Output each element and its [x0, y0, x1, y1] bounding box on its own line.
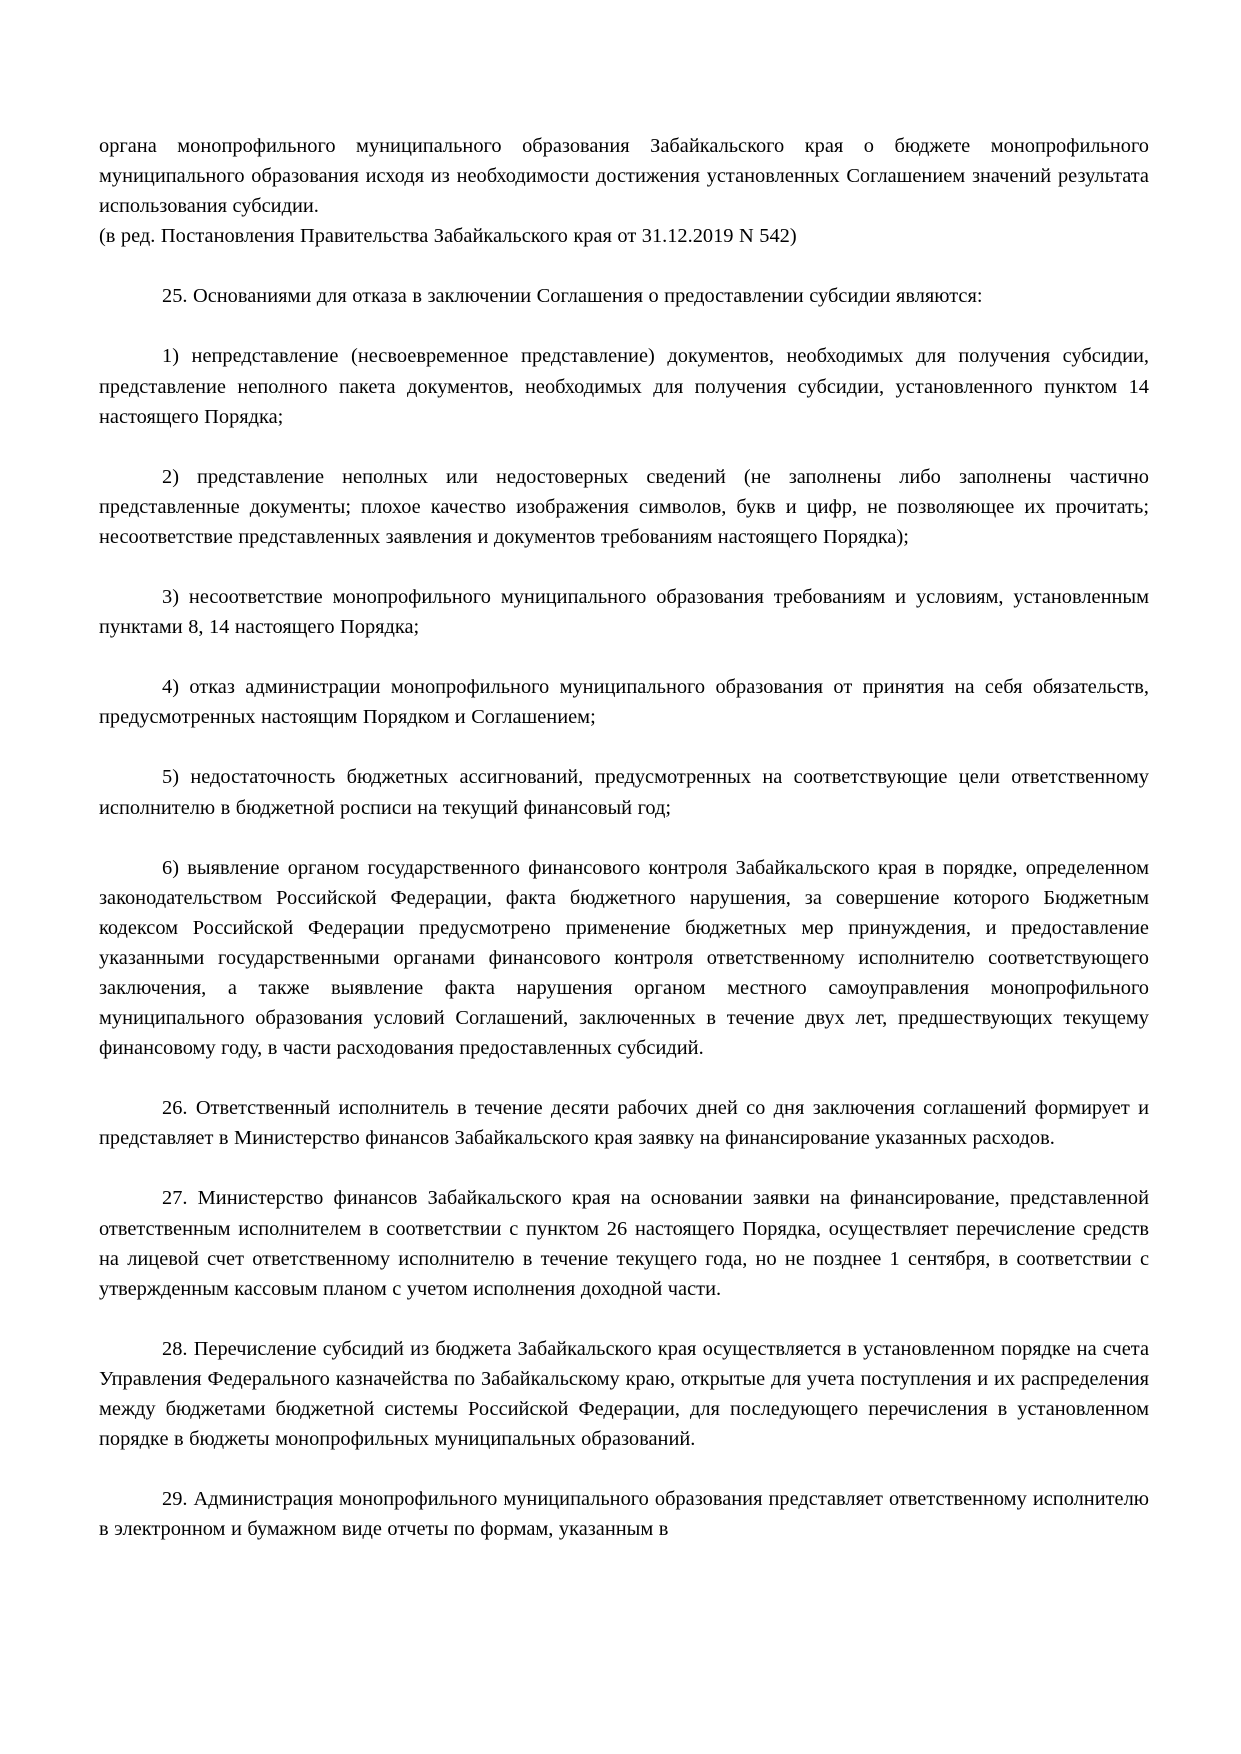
clause-25-item-3: 3) несоответствие монопрофильного муниципального образования требованиям и условиям, установленным пунктами 8, 14 настоящего Порядка; [99, 586, 1149, 639]
paragraph-spacer [99, 732, 1149, 762]
clause-28: 28. Перечисление субсидий из бюджета Забайкальского края осуществляется в установленном порядке на счета Управления Федерального казначейства по Забайкальскому краю, открытые для учета поступления и их распределения между бюджетами бюджетной системы Российской Федерации, для последующего перечисления в установленном порядке в бюджеты монопрофильных муниципальных образований. [99, 1337, 1149, 1451]
clause-25-item-4: 4) отказ администрации монопрофильного муниципального образования от принятия на себя обязательств, предусмотренных настоящим Порядком и Соглашением; [99, 676, 1149, 729]
paragraph-spacer [99, 432, 1149, 462]
clause-25-item-2: 2) представление неполных или недостоверных сведений (не заполнены либо заполнены частично представленные документы; плохое качество изображения символов, букв и цифр, не позволяющее их прочитать; несоответствие представленных заявления и документов требованиям настоящего Порядка); [99, 465, 1149, 548]
document-body [99, 131, 1149, 1544]
paragraph-spacer [99, 1304, 1149, 1334]
paragraph-spacer [99, 311, 1149, 341]
paragraph-spacer [99, 823, 1149, 853]
paragraph-spacer [99, 642, 1149, 672]
clause-26: 26. Ответственный исполнитель в течение десяти рабочих дней со дня заключения соглашений формирует и представляет в Министерство финансов Забайкальского края заявку на финансирование указанных расходов. [99, 1097, 1149, 1150]
paragraph-spacer [99, 1153, 1149, 1183]
clause-25-item-5: 5) недостаточность бюджетных ассигнований, предусмотренных на соответствующие цели ответственному исполнителю в бюджетной росписи на текущий финансовый год; [99, 766, 1149, 819]
paragraph-spacer [99, 1063, 1149, 1093]
clause-25-item-6: 6) выявление органом государственного финансового контроля Забайкальского края в порядке, определенном законодательством Российской Федерации, факта бюджетного нарушения, за совершение которого Бюджетным кодексом Российской Федерации предусмотрено применение бюджетных мер принуждения, и предоставление указанными государственными органами финансового контроля ответственному исполнителю соответствующего заключения, а также выявление факта нарушения органом местного самоуправления монопрофильного муниципального образования условий Соглашений, заключенных в течение двух лет, предшествующих текущему финансовому году, в части расходования предоставленных субсидий. [99, 856, 1149, 1060]
paragraph-spacer [99, 251, 1149, 281]
clause-25-item-1: 1) непредставление (несвоевременное представление) документов, необходимых для получения субсидии, представление неполного пакета документов, необходимых для получения субсидии, установленного пунктом 14 настоящего Порядка; [99, 345, 1149, 428]
paragraph-spacer [99, 552, 1149, 582]
clause-29: 29. Администрация монопрофильного муниципального образования представляет ответственному исполнителю в электронном и бумажном виде отчеты по формам, указанным в [99, 1488, 1149, 1541]
clause-27: 27. Министерство финансов Забайкальского края на основании заявки на финансирование, представленной ответственным исполнителем в соответствии с пунктом 26 настоящего Порядка, осуществляет перечисление средств на лицевой счет ответственному исполнителю в течение текущего года, но не позднее 1 сентября, в соответствии с утвержденным кассовым планом с учетом исполнения доходной части. [99, 1187, 1149, 1300]
clause-25-intro: 25. Основаниями для отказа в заключении Соглашения о предоставлении субсидии являются: [162, 285, 983, 308]
amendment-note: (в ред. Постановления Правительства Забайкальского края от 31.12.2019 N 542) [99, 225, 797, 248]
paragraph-continued: органа монопрофильного муниципального образования Забайкальского края о бюджете монопрофильного муниципального образования исходя из необходимости достижения установленных Соглашением значений результата использования субсидии. [99, 135, 1149, 218]
paragraph-spacer [99, 1454, 1149, 1484]
